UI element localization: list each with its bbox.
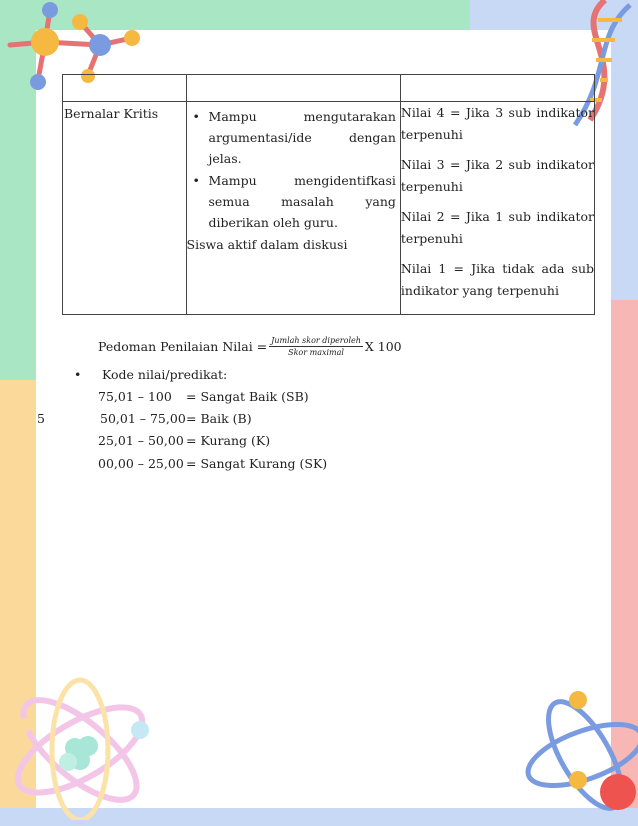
- predikat-label: = Sangat Baik (SB): [186, 389, 309, 404]
- score-item: Nilai 2 = Jika 1 sub indikator terpenuhi: [400, 209, 594, 246]
- background-green-top-left: [0, 0, 470, 30]
- score-item: Nilai 3 = Jika 2 sub indikator terpenuhi: [400, 157, 594, 194]
- predikat-range: 00,00 – 25,00: [98, 456, 184, 471]
- predikat-label: = Baik (B): [186, 411, 252, 426]
- grading-formula: [98, 336, 402, 357]
- list-item: • Mampu mengutarakan argumentasi/ide dengan jelas.: [209, 106, 400, 169]
- score-item: Nilai 4 = Jika 3 sub indikator terpenuhi: [400, 105, 594, 142]
- formula-denominator: Skor maximal: [288, 348, 344, 357]
- indicator-cell: [186, 102, 400, 315]
- page-number: 5: [37, 411, 45, 426]
- indicator-list: [187, 106, 400, 233]
- table-row: [63, 75, 595, 102]
- predikat-range: 25,01 – 50,00: [98, 433, 184, 448]
- list-item: • Mampu mengidentifkasi semua masalah yang diberikan oleh guru.: [209, 170, 400, 233]
- score-cell: [400, 102, 594, 315]
- criterion-label: Bernalar Kritis: [64, 106, 159, 121]
- table-cell: [400, 75, 594, 102]
- bullet-icon: •: [74, 367, 82, 382]
- predikat-range: 75,01 – 100: [98, 389, 172, 404]
- background-green-left: [0, 0, 36, 380]
- predikat-heading-text: Kode nilai/predikat:: [102, 367, 228, 382]
- predikat-label: = Kurang (K): [186, 433, 271, 448]
- criterion-cell: [63, 102, 187, 315]
- formula-label: Pedoman Penilaian Nilai =: [98, 339, 268, 354]
- background-blue-bottom: [0, 808, 638, 826]
- predikat-range: 50,01 – 75,00: [100, 411, 186, 426]
- rubric-table: [62, 74, 595, 315]
- table-cell: [186, 75, 400, 102]
- formula-fraction: [269, 336, 363, 357]
- formula-numerator: Jumlah skor diperoleh: [271, 336, 361, 345]
- extra-indicator: Siswa aktif dalam diskusi: [186, 237, 348, 252]
- score-item: Nilai 1 = Jika tidak ada sub indikator yang terpenuhi: [400, 261, 594, 298]
- background-pink-right: [611, 300, 638, 826]
- table-row: [63, 102, 595, 315]
- predikat-label: = Sangat Kurang (SK): [186, 456, 328, 471]
- background-blue-right: [611, 0, 638, 300]
- background-yellow-left: [0, 380, 36, 826]
- formula-multiplier: X 100: [364, 339, 402, 354]
- table-cell: [63, 75, 187, 102]
